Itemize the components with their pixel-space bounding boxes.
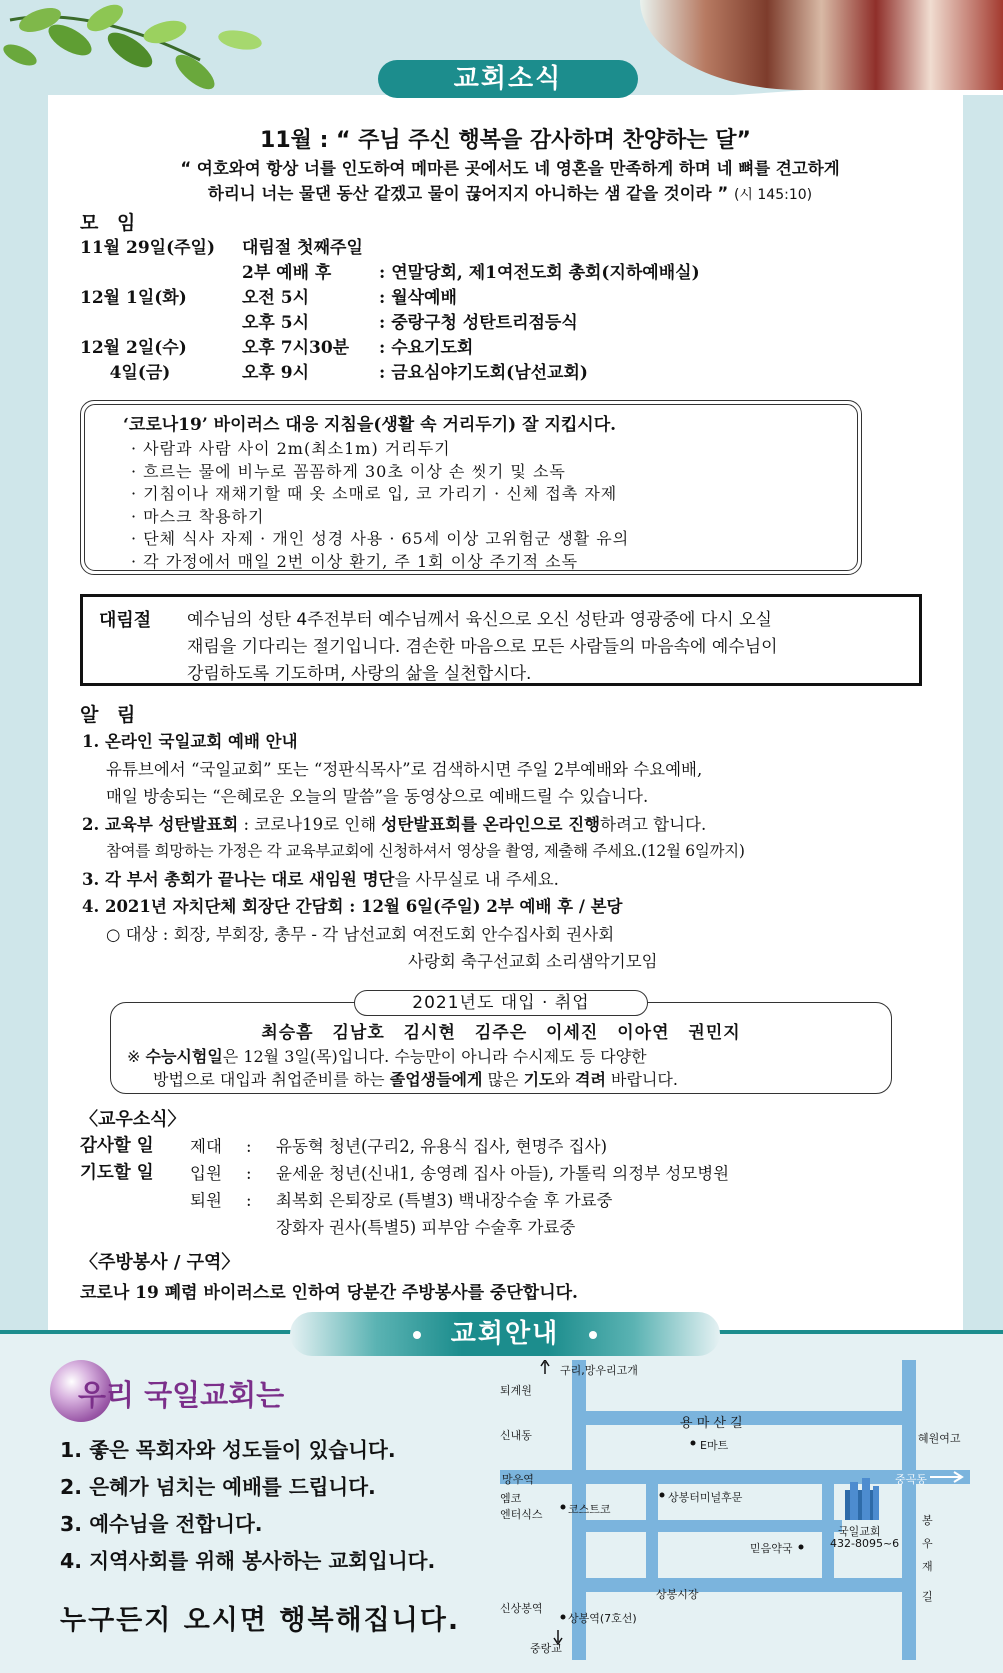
members-category: 감사할 일	[80, 1136, 154, 1156]
members-heading: 〈교우소식〉	[80, 1109, 186, 1130]
schedule-time: 오후 9시	[242, 363, 310, 383]
map-label: 중랑교	[530, 1642, 562, 1655]
schedule-time: 오후 7시30분	[242, 338, 350, 358]
map-label: 길	[922, 1590, 933, 1603]
kitchen-text: 코로나 19 폐렴 바이러스로 인하여 당분간 주방봉사를 중단합니다.	[80, 1283, 578, 1303]
notice-2-emphasis: 성탄발표회를 온라인으로 진행	[381, 814, 601, 834]
covid-guidelines-inner	[84, 404, 858, 571]
map-label: 국일교회	[838, 1525, 881, 1538]
notice-4-line: ○ 대상 : 회장, 부회장, 총무 - 각 남선교회 여전도회 안수집사회 권사회	[106, 924, 615, 944]
schedule-row	[80, 336, 900, 361]
map-label: 신상봉역	[500, 1602, 543, 1615]
members-sep: :	[246, 1164, 252, 1183]
graduation-label: 2021년도 대입 · 취업	[354, 990, 648, 1016]
schedule-event: : 연말당회, 제1여전도회 총회(지하예배실)	[379, 263, 700, 283]
guide-title: 교회안내	[450, 1319, 560, 1349]
kitchen-heading: 〈주방봉사 / 구역〉	[80, 1252, 240, 1273]
members-text: 윤세윤 청년(신내1, 송영례 집사 아들), 가톨릭 의정부 성모병원	[276, 1164, 730, 1183]
map-label: 혜원여고	[918, 1432, 961, 1445]
notice-1-line: 유튜브에서 “국일교회” 또는 “정판식목사”로 검색하시면 주일 2부예배와 수요예배,	[106, 759, 703, 779]
schedule-date	[80, 261, 242, 286]
schedule-date: 12월 1일(화)	[80, 288, 187, 308]
members-category	[80, 1187, 190, 1214]
schedule-time: 대림절 첫째주일	[242, 238, 363, 258]
members-text: 장화자 권사(특별5) 피부암 수술후 가료중	[276, 1218, 576, 1237]
schedule-date: 11월 29일(주일)	[80, 238, 216, 258]
our-church-title: 우리 국일교회는	[78, 1378, 285, 1412]
notice-2-text: 하려고 합니다.	[600, 814, 707, 834]
note-text: 바랍니다.	[605, 1070, 678, 1089]
schedule-row	[80, 236, 900, 261]
map-label: 퇴계원	[500, 1384, 532, 1397]
schedule-date: 12월 2일(수)	[80, 338, 187, 358]
dot-icon	[413, 1331, 421, 1339]
map-label: 신내동	[500, 1429, 532, 1442]
meeting-heading: 모 임	[80, 212, 142, 234]
notices-list	[82, 728, 952, 976]
advent-label: 대림절	[99, 610, 152, 631]
schedule-event: : 금요심야기도회(남선교회)	[379, 363, 588, 383]
covid-guideline-item: · 사람과 사람 사이 2m(최소1m) 거리두기	[131, 439, 451, 458]
notice-3-title: 3. 각 부서 총회가 끝나는 대로 새임원 명단	[82, 869, 395, 889]
members-kind: 제대	[190, 1137, 222, 1156]
members-row	[80, 1133, 940, 1160]
verse-line-1: “ 여호와여 항상 너를 인도하여 메마른 곳에서도 네 영혼을 만족하게 하며 네 뼈를 견고하게	[180, 159, 840, 178]
graduate-names: 최승흠 김남호 김시현 김주은 이세진 이아연 권민지	[261, 1023, 741, 1043]
notice-4-text: : 12월 6일(주일) 2부 예배 후 / 본당	[343, 897, 623, 916]
notice-1-line: 매일 방송되는 “은혜로운 오늘의 말씀”을 동영상으로 예배드릴 수 있습니다.	[106, 787, 649, 806]
note-emphasis: 기도	[523, 1070, 555, 1089]
members-kind	[190, 1214, 246, 1241]
church-point: 4. 지역사회를 위해 봉사하는 교회입니다.	[60, 1549, 436, 1573]
map-label: 재	[922, 1560, 933, 1573]
schedule-row	[80, 286, 900, 311]
schedule-row	[80, 261, 900, 286]
notice-2-title: 2. 교육부 성탄발표회	[82, 814, 239, 834]
map-label: E마트	[700, 1439, 729, 1452]
schedule-date: 4일(금)	[80, 363, 171, 383]
advent-line: 예수님의 성탄 4주전부터 예수님께서 육신으로 오신 성탄과 영광중에 다시 오실	[187, 610, 772, 630]
advent-text	[187, 607, 909, 683]
covid-guidelines-title: ‘코로나19’ 바이러스 대응 지침을(생활 속 거리두기) 잘 지킵시다.	[123, 415, 617, 435]
notice-2-line: 참여를 희망하는 가정은 각 교육부교회에 신청하셔서 영상을 촬영, 제출해 주세요.(12월 6일까지)	[106, 842, 745, 860]
map-label: 엔터식스	[500, 1508, 543, 1521]
church-slogan: 누구든지 오시면 행복해집니다.	[60, 1605, 461, 1636]
note-emphasis: 졸업생들에게	[389, 1070, 483, 1089]
notice-1-title: 1. 온라인 국일교회 예배 안내	[82, 732, 298, 751]
schedule-time: 오후 5시	[242, 313, 310, 333]
notices-heading: 알 림	[80, 704, 142, 726]
schedule-row	[80, 361, 900, 386]
monthly-theme-headline: 11월 : “ 주님 주신 행복을 감사하며 찬양하는 달”	[260, 128, 751, 153]
map-label: 432-8095~6	[830, 1537, 900, 1550]
map-label: 믿음약국	[750, 1542, 793, 1555]
map-label: 망우역	[502, 1473, 534, 1486]
church-location-map	[500, 1360, 970, 1660]
notice-4	[82, 893, 952, 921]
note-emphasis: 격려	[575, 1070, 606, 1089]
note-mark: ※	[127, 1047, 146, 1066]
members-kind: 퇴원	[190, 1191, 222, 1210]
leaves-decoration	[0, 0, 300, 110]
note-text: 방법으로 대입과 취업준비를 하는	[153, 1070, 390, 1089]
covid-guideline-item: · 단체 식사 자제 · 개인 성경 사용 · 65세 이상 고위험군 생활 유의	[131, 529, 630, 549]
church-building-icon	[845, 1478, 879, 1520]
notice-4-line: 사랑회 축구선교회 소리샘악기모임	[408, 952, 658, 971]
covid-guideline-item: · 기침이나 재채기할 때 옷 소매로 입, 코 가리기 · 신체 접촉 자제	[131, 484, 618, 504]
map-label: 봉	[922, 1514, 933, 1527]
members-kind: 입원	[190, 1164, 222, 1183]
map-label: 코스트코	[568, 1503, 611, 1516]
notice-3	[82, 866, 952, 894]
advent-line: 강림하도록 기도하며, 사랑의 삶을 실천합시다.	[187, 664, 532, 684]
verse-line-2-text: 하리니 너는 물댄 동산 같겠고 물이 끊어지지 아니하는 샘 같을 것이라 ”	[207, 184, 729, 203]
our-church-banner	[50, 1360, 310, 1424]
section-title-church-news: 교회소식	[378, 60, 638, 98]
note-text: 와	[554, 1070, 576, 1089]
members-sep	[246, 1214, 276, 1241]
members-category: 기도할 일	[80, 1163, 154, 1183]
church-points	[60, 1432, 435, 1580]
schedule-event: : 월삭예배	[379, 288, 457, 308]
note-text: 많은	[482, 1070, 524, 1089]
members-category	[80, 1214, 190, 1241]
map-label: 우	[922, 1537, 933, 1550]
members-sep: :	[246, 1191, 252, 1210]
covid-guideline-item: · 마스크 착용하기	[131, 506, 265, 526]
notice-3-text: 을 사무실로 내 주세요.	[394, 869, 559, 889]
church-point: 2. 은혜가 넘치는 예배를 드립니다.	[60, 1475, 376, 1499]
map-label: 엠코	[500, 1492, 522, 1505]
map-label: 상봉시장	[656, 1588, 699, 1601]
members-row	[80, 1214, 940, 1241]
advent-line: 재림을 기다리는 절기입니다. 겸손한 마음으로 모든 사람들의 마음속에 예수님이	[187, 637, 778, 657]
note-emphasis: 수능시험일	[145, 1047, 223, 1066]
schedule-time: 오전 5시	[242, 288, 310, 308]
members-news	[80, 1106, 940, 1241]
notice-2	[82, 811, 952, 839]
covid-guidelines-box	[80, 400, 862, 575]
map-label: 구리,망우리고개	[560, 1364, 638, 1377]
note-text: 은 12월 3일(목)입니다. 수능만이 아니라 수시제도 등 다양한	[222, 1047, 647, 1066]
covid-guideline-item: · 각 가정에서 매일 2번 이상 환기, 주 1회 이상 주기적 소독	[131, 551, 579, 571]
left-border-strip	[0, 120, 48, 1335]
dot-icon	[589, 1331, 597, 1339]
map-road-label: 용 마 산 길	[680, 1416, 743, 1431]
right-border-strip	[963, 95, 1003, 1335]
map-label: 상봉역(7호선)	[568, 1612, 637, 1625]
graduation-note	[111, 1068, 891, 1091]
verse-reference: (시 145:10)	[733, 187, 813, 203]
church-point: 3. 예수님을 전합니다.	[60, 1512, 263, 1536]
members-row	[80, 1187, 940, 1214]
church-point: 1. 좋은 목회자와 성도들이 있습니다.	[60, 1438, 396, 1462]
advent-box	[80, 594, 922, 686]
bible-verse	[80, 156, 940, 208]
covid-guideline-item: · 흐르는 물에 비누로 꼼꼼하게 30초 이상 손 씻기 및 소독	[131, 461, 566, 481]
notice-4-title: 4. 2021년 자치단체 회장단 간담회	[82, 897, 344, 916]
schedule-time: 2부 예배 후	[242, 263, 332, 283]
members-text: 유동혁 청년(구리2, 유용식 집사, 현명주 집사)	[276, 1137, 608, 1156]
members-text: 최복회 은퇴장로 (특별3) 백내장수술 후 가료중	[276, 1191, 613, 1210]
meeting-schedule	[80, 236, 900, 386]
graduation-note	[111, 1045, 891, 1068]
schedule-date	[80, 311, 242, 336]
section-title-church-guide	[290, 1312, 720, 1356]
schedule-event: : 중랑구청 성탄트리점등식	[379, 313, 578, 333]
map-label: 상봉터미널후문	[668, 1491, 743, 1504]
schedule-event: : 수요기도회	[379, 338, 474, 358]
verse-line-2	[80, 181, 940, 208]
map-label: 중곡동	[895, 1473, 927, 1486]
members-row	[80, 1160, 940, 1187]
members-sep: :	[246, 1137, 252, 1156]
notice-2-text: : 코로나19로 인해	[238, 814, 382, 834]
schedule-row	[80, 311, 900, 336]
